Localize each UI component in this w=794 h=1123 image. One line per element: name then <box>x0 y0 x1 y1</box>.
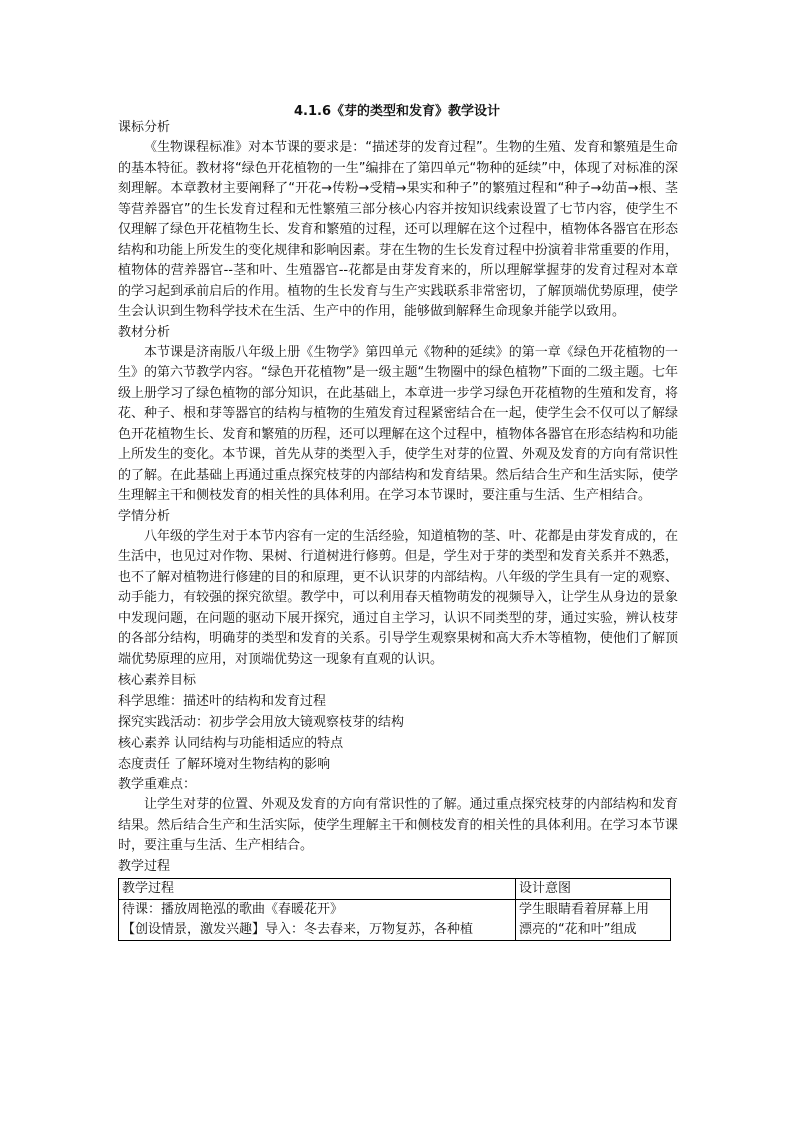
table-cell-line: 学生眼睛看着屏幕上用 <box>519 901 650 917</box>
section-heading-process: 教学过程 <box>118 858 171 874</box>
goal-item: 态度责任 了解环境对生物结构的影响 <box>118 757 331 772</box>
goal-item: 科学思维：描述叶的结构和发育过程 <box>118 694 327 709</box>
table-cell-line: 【创设情景，激发兴趣】导入：冬去春来，万物复苏，各种植 <box>122 921 474 937</box>
table-header-row <box>119 878 671 899</box>
section-paragraph-students: 八年级的学生对于本节内容有一定的生活经验，知道植物的茎、叶、花都是由芽发育成的，在生活中，也见过对作物、果树、行道树进行修剪。但是，学生对于芽的类型和发育关系并不熟悉，也不了解对植物进行修建的目的和原理，更不认识芽的内部结构。八年级的学生具有一定的观察、动手能力，有较强的探究欲望。教学中，可以利用春天植物萌发的视频导入，让学生从身边的景象中发现问题，在问题的驱动下展开探究，通过自主学习，认识不同类型的芽，通过实验，辨认枝芽的各部分结构，明确芽的类型和发育的关系。引导学生观察果树和高大乔木等植物，使他们了解顶端优势原理的应用，对顶端优势这一现象有直观的认识。 <box>118 528 678 667</box>
section-paragraph-textbook: 本节课是济南版八年级上册《生物学》第四单元《物种的延续》的第一章《绿色开花植物的一生》的第六节教学内容。“绿色开花植物”是一级主题“生物圈中的绿色植物”下面的二级主题。七年级上册学习了绿色植物的部分知识，在此基础上，本章进一步学习绿色开花植物的生殖和发育，将花、种子、根和芽等器官的结构与植物的生殖发育过程紧密结合在一起，使学生会不仅可以了解绿色开花植物生长、发育和繁殖的历程，还可以理解在这个过程中，植物体各器官在形态结构和功能上所发生的变化。本节课，首先从芽的类型入手，使学生对芽的位置、外观及发育的方向有常识性的了解。在此基础上再通过重点探究枝芽的内部结构和发育结果。然后结合生产和生活实际，使学生理解主干和侧枝发育的相关性的具体利用。在学习本节课时，要注重与生活、生产相结合。 <box>118 344 678 503</box>
section-paragraph-keypoints: 让学生对芽的位置、外观及发育的方向有常识性的了解。通过重点探究枝芽的内部结构和发育结果。然后结合生产和生活实际，使学生理解主干和侧枝发育的相关性的具体利用。在学习本节课时，要注重与生活、生产相结合。 <box>118 797 678 853</box>
section-heading-curriculum: 课标分析 <box>118 120 171 135</box>
section-heading-keypoints: 教学重难点： <box>118 777 197 792</box>
table-header-cell: 设计意图 <box>516 878 671 899</box>
document-title: 4.1.6《芽的类型和发育》教学设计 <box>293 104 500 119</box>
teaching-process-table <box>118 878 671 941</box>
goal-item: 探究实践活动：初步学会用放大镜观察枝芽的结构 <box>118 715 405 730</box>
table-cell <box>119 899 516 940</box>
table-cell-line: 漂亮的“花和叶”组成 <box>519 921 637 937</box>
table-row <box>119 899 671 940</box>
table-cell-line: 待课：播放周艳泓的歌曲《春暖花开》 <box>122 901 344 917</box>
section-heading-goals: 核心素养目标 <box>118 673 197 688</box>
document-body <box>118 118 678 941</box>
goal-item: 核心素养 认同结构与功能相适应的特点 <box>118 736 344 751</box>
section-heading-textbook: 教材分析 <box>118 324 171 340</box>
table-cell <box>516 899 671 940</box>
section-heading-students: 学情分析 <box>118 508 171 524</box>
section-paragraph-curriculum: 《生物课程标准》对本节课的要求是：“描述芽的发育过程”。生物的生殖、发育和繁殖是生命的基本特征。教材将“绿色开花植物的一生”编排在了第四单元“物种的延续”中，体现了对标准的深刻理解。本章教材主要阐释了“开花→传粉→受精→果实和种子”的繁殖过程和“种子→幼苗→根、茎等营养器官”的生长发育过程和无性繁殖三部分核心内容并按知识线索设置了七节内容，使学生不仅理解了绿色开花植物生长、发育和繁殖的过程，还可以理解在这个过程中，植物体各器官在形态结构和功能上所发生的变化规律和影响因素。芽在生物的生长发育过程中扮演着非常重要的作用，植物体的营养器官--茎和叶、生殖器官--花都是由芽发育来的，所以理解掌握芽的发育过程对本章的学习起到承前启后的作用。植物的生长发育与生产实践联系非常密切，了解顶端优势原理，使学生会认识到生物科学技术在生活、生产中的作用，能够做到解释生命现象并能学以致用。 <box>118 140 678 319</box>
table-header-cell: 教学过程 <box>119 878 516 899</box>
